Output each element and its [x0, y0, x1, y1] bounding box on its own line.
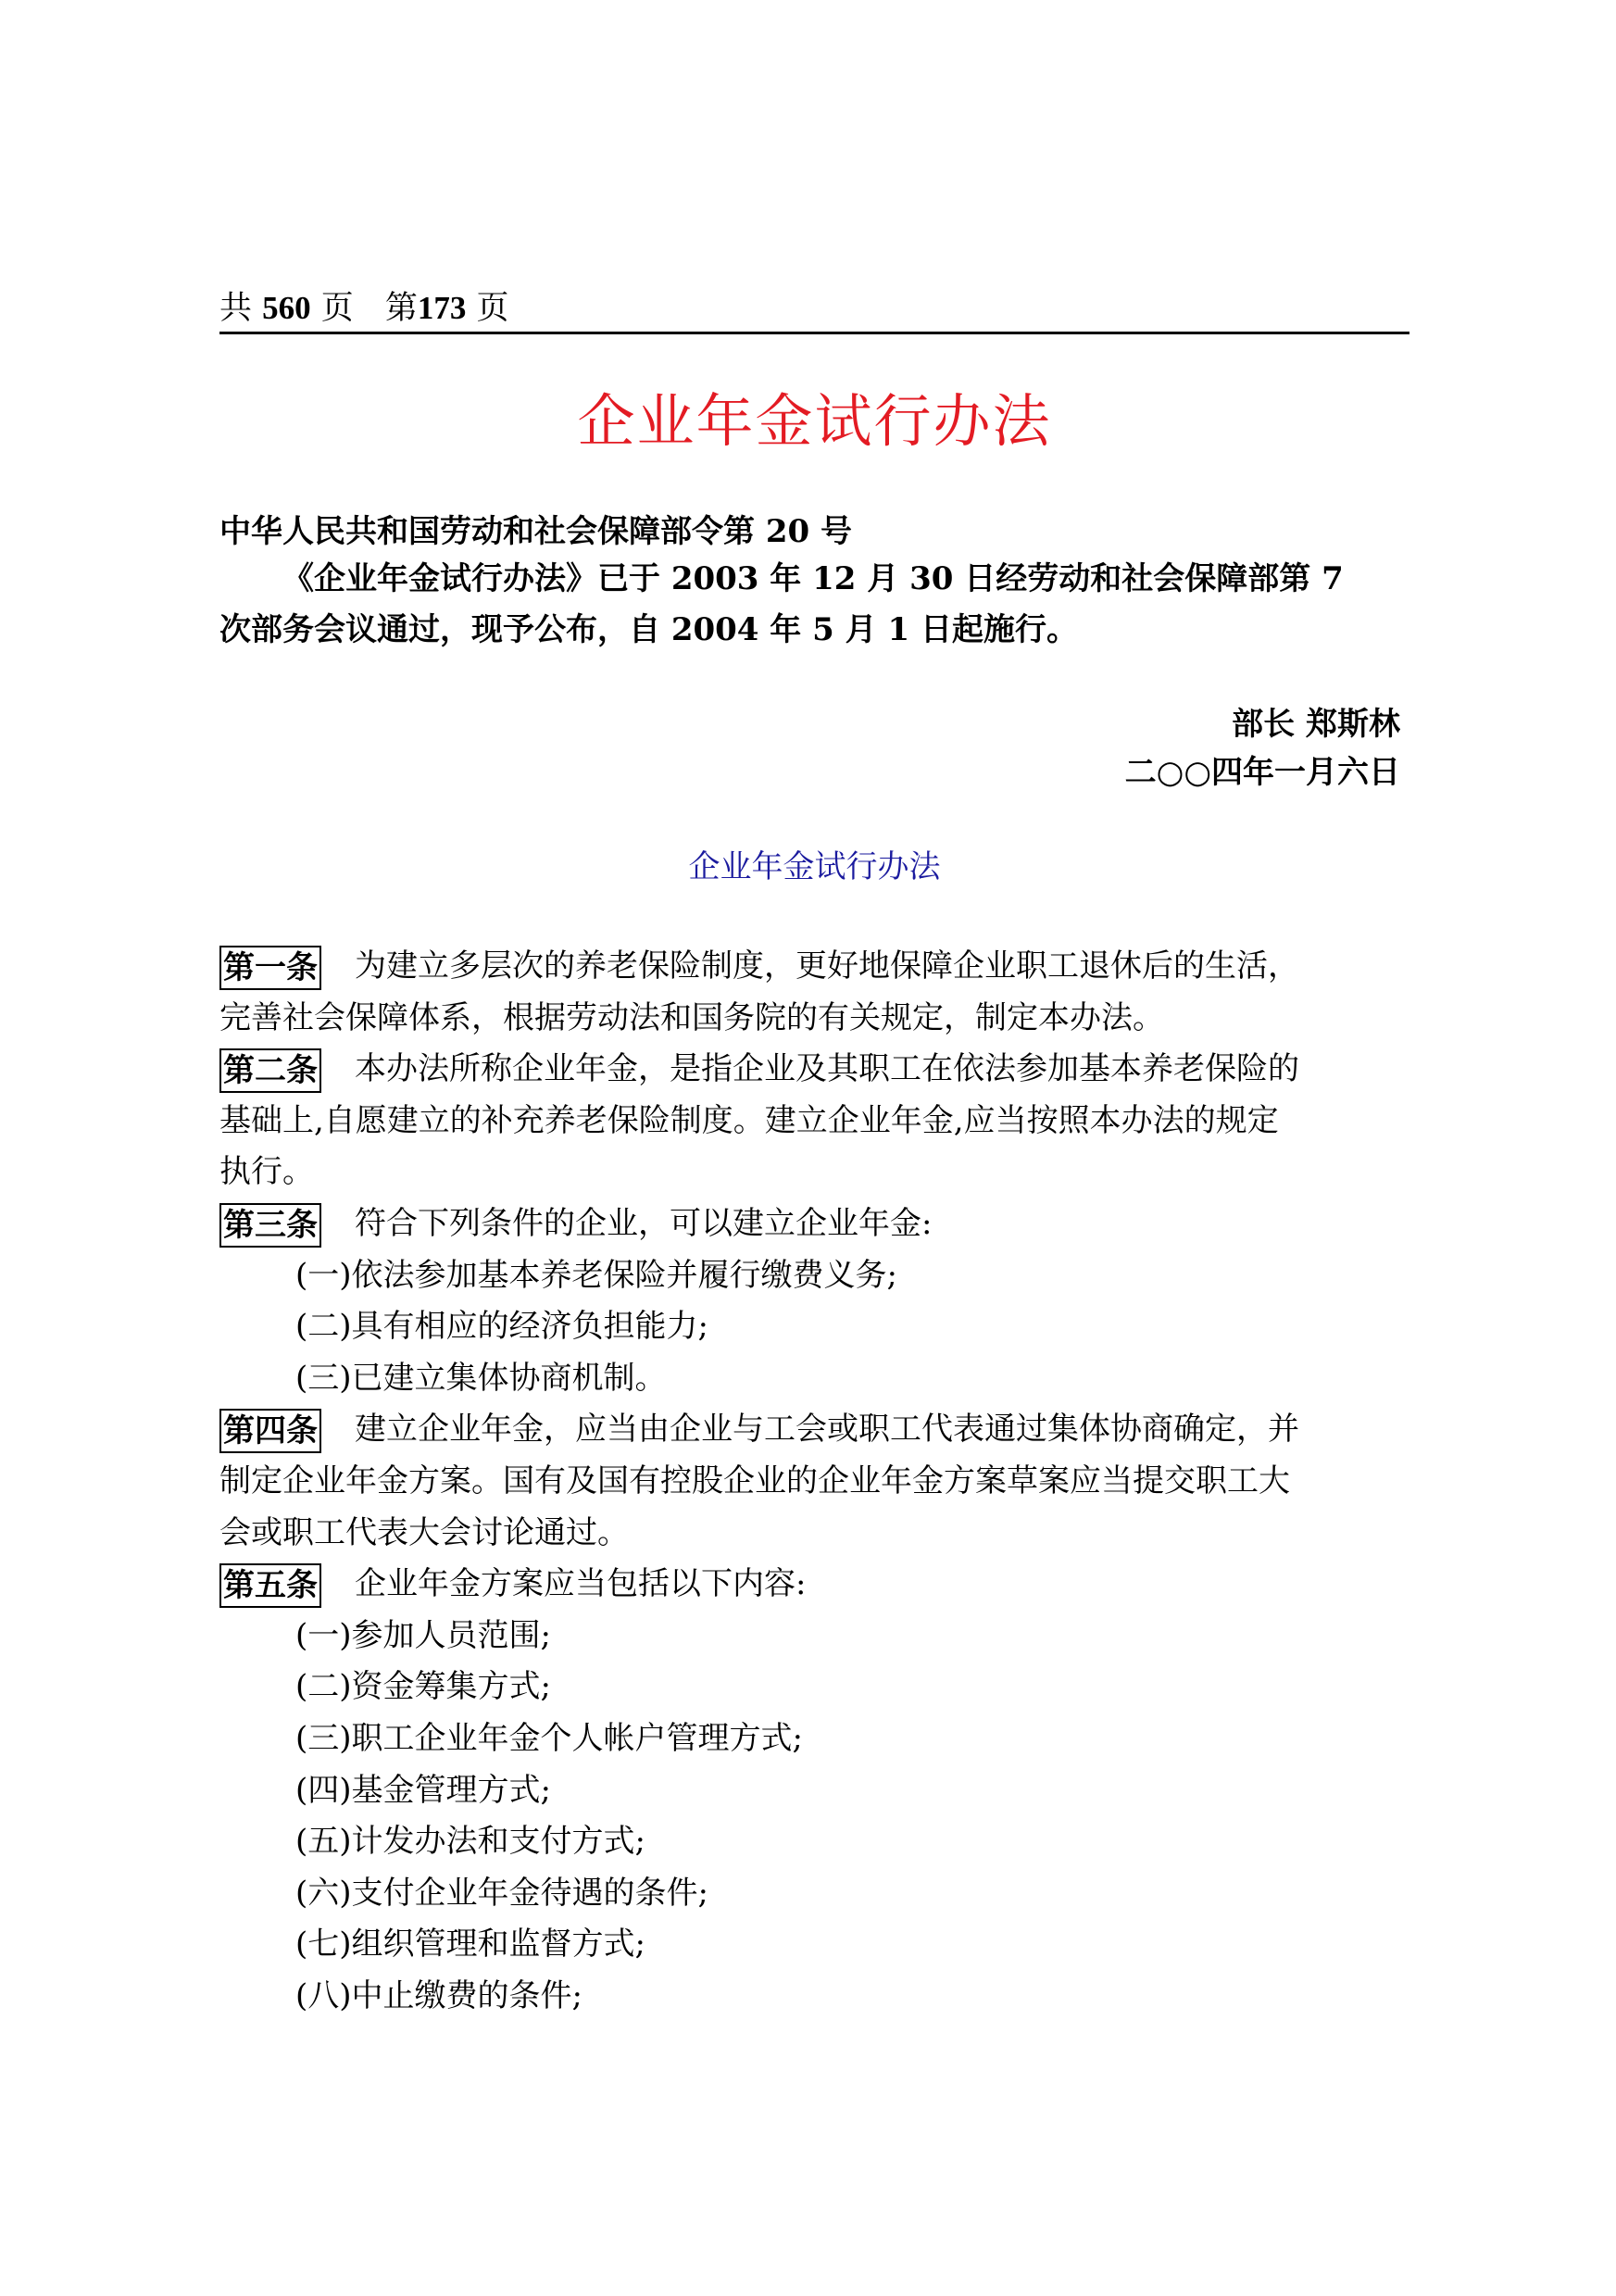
current-page-prefix: 第 [384, 290, 418, 327]
decree-body [219, 554, 1409, 656]
article-text: 会或职工代表大会讨论通过。 [219, 1513, 629, 1551]
article-items [219, 1250, 1409, 1405]
list-item: (七)组织管理和监督方式; [295, 1926, 645, 1964]
section-title: 企业年金试行办法 [688, 848, 941, 885]
article-label: 第五条 [219, 1563, 321, 1608]
article-text: 符合下列条件的企业，可以建立企业年金: [355, 1204, 933, 1242]
article-label: 第三条 [219, 1203, 321, 1248]
article-text: 制定企业年金方案。国有及国有控股企业的企业年金方案草案应当提交职工大 [219, 1462, 1290, 1499]
header-divider [219, 332, 1409, 334]
article-items [219, 1611, 1409, 2023]
list-item: (一)依法参加基本养老保险并履行缴费义务; [295, 1256, 897, 1294]
decree-heading: 中华人民共和国劳动和社会保障部令第 20 号 [219, 513, 852, 550]
article-text: 执行。 [219, 1153, 314, 1191]
article-text: 基础上,自愿建立的补充养老保险制度。建立企业年金,应当按照本办法的规定 [219, 1101, 1279, 1139]
decree-body-line: 次部务会议通过，现予公布，自 2004 年 5 月 1 日起施行。 [219, 611, 1078, 648]
article-label: 第四条 [219, 1409, 321, 1453]
article-text: 建立企业年金，应当由企业与工会或职工代表通过集体协商确定，并 [355, 1411, 1299, 1449]
article-label: 第一条 [219, 946, 321, 990]
list-item: (一)参加人员范围; [295, 1616, 551, 1654]
articles-list [219, 941, 1409, 2022]
total-pages-prefix: 共 [219, 290, 253, 327]
article-5 [219, 1559, 1409, 2022]
current-page-suffix: 页 [476, 290, 509, 327]
article-1 [219, 941, 1409, 1044]
current-page-number: 173 [417, 290, 467, 326]
list-item: (四)基金管理方式; [295, 1771, 551, 1809]
article-label: 第二条 [219, 1048, 321, 1093]
decree-body-line: 《企业年金试行办法》已于 2003 年 12 月 30 日经劳动和社会保障部第 7 [282, 560, 1344, 597]
article-3 [219, 1198, 1409, 1404]
total-pages-count: 560 [262, 290, 311, 326]
list-item: (二)资金筹集方式; [295, 1668, 551, 1706]
article-text: 完善社会保障体系，根据劳动法和国务院的有关规定，制定本办法。 [219, 998, 1164, 1036]
list-item: (三)职工企业年金个人帐户管理方式; [295, 1719, 803, 1757]
article-2 [219, 1044, 1409, 1198]
decree-signer: 部长 郑斯林 [1232, 706, 1400, 743]
total-pages-suffix: 页 [320, 290, 354, 327]
article-text: 为建立多层次的养老保险制度，更好地保障企业职工退休后的生活， [355, 947, 1299, 985]
list-item: (二)具有相应的经济负担能力; [295, 1308, 708, 1346]
list-item: (八)中止缴费的条件; [295, 1976, 583, 2014]
page-header [219, 285, 1409, 332]
decree-date: 二○○四年一月六日 [1124, 754, 1400, 791]
document-page [219, 0, 1409, 2296]
article-text: 企业年金方案应当包括以下内容: [355, 1565, 807, 1603]
document-title: 企业年金试行办法 [577, 387, 1052, 455]
list-item: (三)已建立集体协商机制。 [295, 1359, 667, 1397]
list-item: (五)计发办法和支付方式; [295, 1823, 645, 1861]
article-text: 本办法所称企业年金，是指企业及其职工在依法参加基本养老保险的 [355, 1050, 1299, 1088]
list-item: (六)支付企业年金待遇的条件; [295, 1874, 708, 1912]
article-4 [219, 1404, 1409, 1559]
